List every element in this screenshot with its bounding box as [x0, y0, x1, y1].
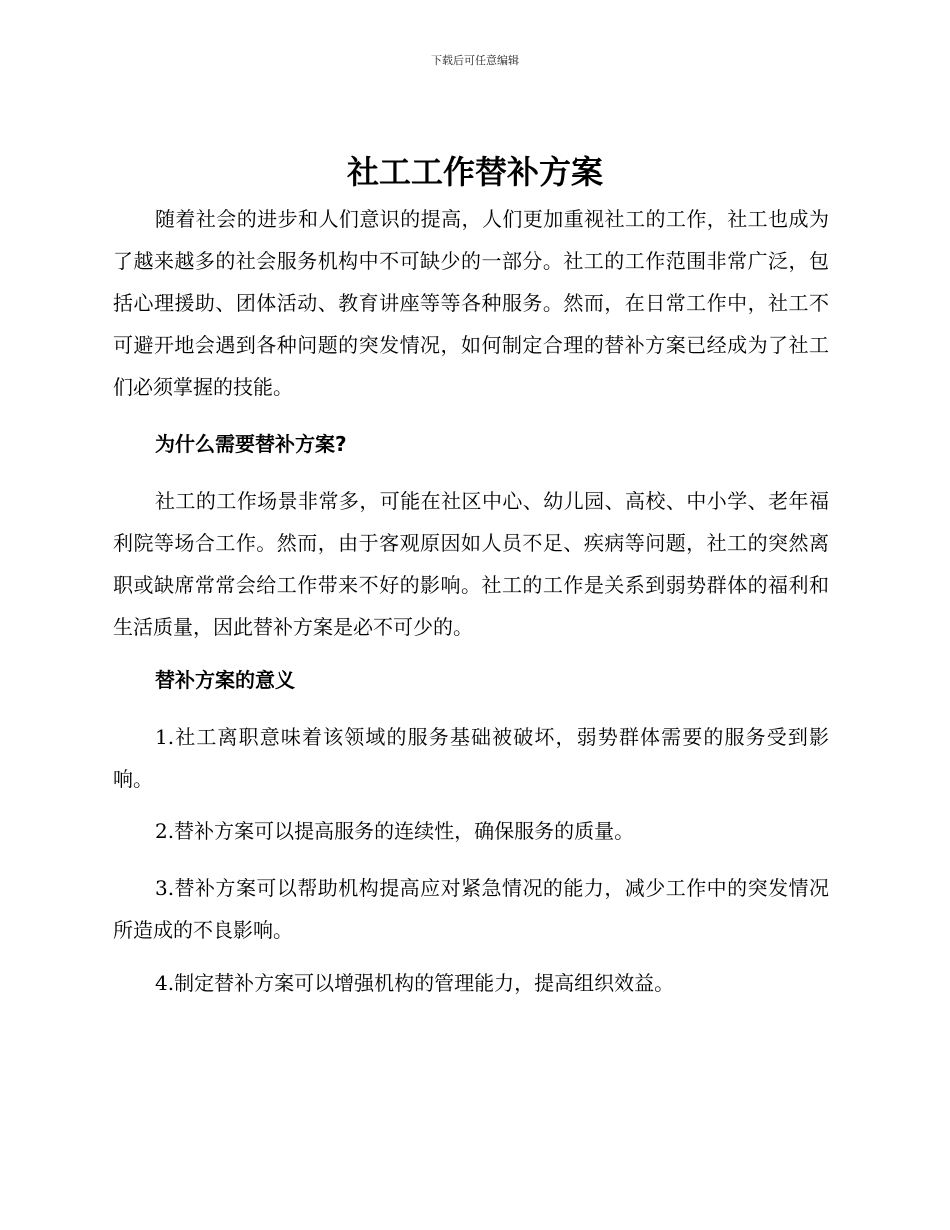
intro-text: 随着社会的进步和人们意识的提高，人们更加重视社工的工作，社工也成为了越来越多的社会服务机构中不可缺少的一部分。社工的工作范围非常广泛，包括心理援助、团体活动、教育讲座等等各种服务。然而，在日常工作中，社工不可避开地会遇到各种问题的突发情况，如何制定合理的替补方案已经成为了社工们必须掌握的技能。 [113, 207, 829, 399]
section-heading-why: 为什么需要替补方案? [155, 432, 347, 456]
meaning-item-2 [113, 810, 829, 852]
meaning-item-4 [113, 962, 829, 1004]
document-title: 社工工作替补方案 [346, 153, 603, 191]
header-note: 下载后可任意编辑 [431, 54, 519, 67]
meaning-item-3 [113, 867, 829, 951]
list-item: 4.制定替补方案可以增强机构的管理能力，提高组织效益。 [155, 971, 675, 995]
section-why-paragraph [113, 480, 829, 648]
section-heading-meaning: 替补方案的意义 [155, 668, 295, 692]
intro-paragraph [113, 198, 829, 408]
list-item: 2.替补方案可以提高服务的连续性，确保服务的质量。 [155, 819, 635, 843]
list-item: 3.替补方案可以帮助机构提高应对紧急情况的能力，减少工作中的突发情况所造成的不良影响。 [113, 876, 829, 942]
section-why-text: 社工的工作场景非常多，可能在社区中心、幼儿园、高校、中小学、老年福利院等场合工作。然而，由于客观原因如人员不足、疾病等问题，社工的突然离职或缺席常常会给工作带来不好的影响。社工的工作是关系到弱势群体的福利和生活质量，因此替补方案是必不可少的。 [113, 489, 829, 639]
list-item: 1.社工离职意味着该领域的服务基础被破坏，弱势群体需要的服务受到影响。 [113, 725, 829, 791]
meaning-item-1 [113, 716, 829, 800]
